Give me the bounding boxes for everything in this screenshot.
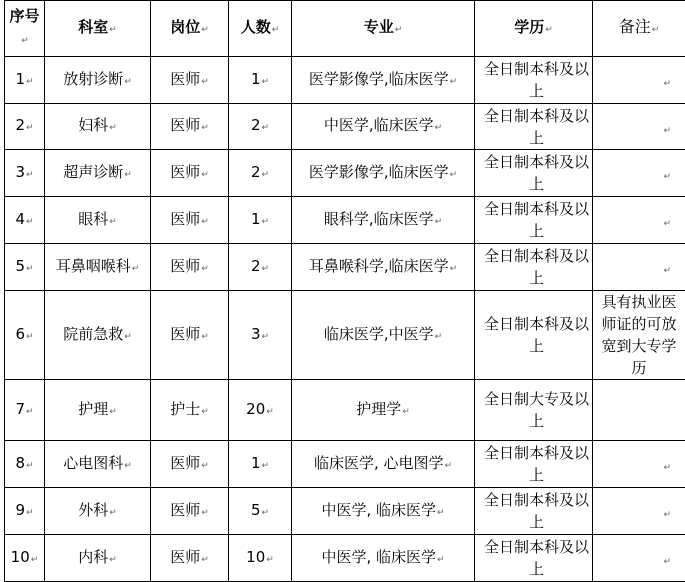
cell-count: 2↵ [229,244,292,291]
cell-remark: ↵ [593,535,685,582]
cell-education: 全日制本科及以上 [475,488,593,535]
cell-remark: ↵ [593,104,685,150]
cell-dept: 外科↵ [45,488,151,535]
table-row [5,488,685,535]
table-row [5,104,685,150]
cell-seq: 3↵ [5,150,45,197]
cell-seq: 5↵ [5,244,45,291]
cell-seq: 1↵ [5,57,45,104]
header-major: 专业↵ [292,1,475,57]
cell-seq: 10↵ [5,535,45,582]
cell-major: 中医学, 临床医学↵ [292,535,475,582]
cell-education: 全日制本科及以上 [475,244,593,291]
cell-dept: 耳鼻咽喉科↵ [45,244,151,291]
cell-post: 医师↵ [151,150,229,197]
cell-remark [593,380,685,441]
cell-remark: ↵ [593,197,685,244]
cell-education: 全日制本科及以上 [475,197,593,244]
cell-remark: ↵ [593,150,685,197]
cell-dept: 放射诊断↵ [45,57,151,104]
cell-education: 全日制本科及以上 [475,104,593,150]
cell-post: 医师↵ [151,197,229,244]
cell-post: 医师↵ [151,291,229,380]
header-remark: 备注↵ [593,1,685,57]
table-row [5,291,685,380]
cell-seq: 4↵ [5,197,45,244]
header-count: 人数↵ [229,1,292,57]
cell-count: 1↵ [229,441,292,488]
cell-major: 医学影像学,临床医学↵ [292,150,475,197]
cell-major: 临床医学, 心电图学↵ [292,441,475,488]
cell-education: 全日制本科及以上 [475,57,593,104]
header-row [5,1,685,57]
cell-education: 全日制本科及以上 [475,535,593,582]
cell-post: 医师↵ [151,488,229,535]
table-row [5,244,685,291]
cell-count: 2↵ [229,104,292,150]
cell-count: 1↵ [229,57,292,104]
cell-remark: 具有执业医师证的可放宽到大专学历 [593,291,685,380]
cell-major: 中医学, 临床医学↵ [292,488,475,535]
cell-post: 医师↵ [151,441,229,488]
cell-major: 临床医学,中医学↵ [292,291,475,380]
cell-count: 20↵ [229,380,292,441]
cell-education: 全日制本科及以上 [475,291,593,380]
cell-post: 护士↵ [151,380,229,441]
cell-count: 2↵ [229,150,292,197]
cell-seq: 6↵ [5,291,45,380]
cell-seq: 7↵ [5,380,45,441]
cell-major: 眼科学,临床医学↵ [292,197,475,244]
cell-seq: 8↵ [5,441,45,488]
cell-education: 全日制本科及以上 [475,150,593,197]
cell-count: 3↵ [229,291,292,380]
table-row [5,57,685,104]
cell-dept: 心电图科↵ [45,441,151,488]
cell-dept: 护理↵ [45,380,151,441]
cell-post: 医师↵ [151,104,229,150]
cell-major: 医学影像学,临床医学↵ [292,57,475,104]
cell-post: 医师↵ [151,535,229,582]
cell-dept: 内科↵ [45,535,151,582]
cell-seq: 2↵ [5,104,45,150]
cell-dept: 妇科↵ [45,104,151,150]
cell-major: 护理学↵ [292,380,475,441]
header-post: 岗位↵ [151,1,229,57]
cell-dept: 院前急救↵ [45,291,151,380]
cell-seq: 9↵ [5,488,45,535]
table-row [5,441,685,488]
table-row [5,535,685,582]
cell-major: 耳鼻喉科学,临床医学↵ [292,244,475,291]
cell-dept: 超声诊断↵ [45,150,151,197]
cell-remark: ↵ [593,244,685,291]
cell-remark: ↵ [593,57,685,104]
cell-dept: 眼科↵ [45,197,151,244]
cell-remark: ↵ [593,488,685,535]
cell-count: 10↵ [229,535,292,582]
cell-post: 医师↵ [151,57,229,104]
table-row [5,150,685,197]
cell-major: 中医学,临床医学↵ [292,104,475,150]
cell-education: 全日制大专及以上 [475,380,593,441]
cell-education: 全日制本科及以上 [475,441,593,488]
header-dept: 科室↵ [45,1,151,57]
recruitment-table [4,0,685,582]
table-row [5,197,685,244]
table-row [5,380,685,441]
cell-count: 1↵ [229,197,292,244]
cell-post: 医师↵ [151,244,229,291]
cell-remark: ↵ [593,441,685,488]
cell-count: 5↵ [229,488,292,535]
header-seq: 序号↵ [5,1,45,57]
header-education: 学历↵ [475,1,593,57]
